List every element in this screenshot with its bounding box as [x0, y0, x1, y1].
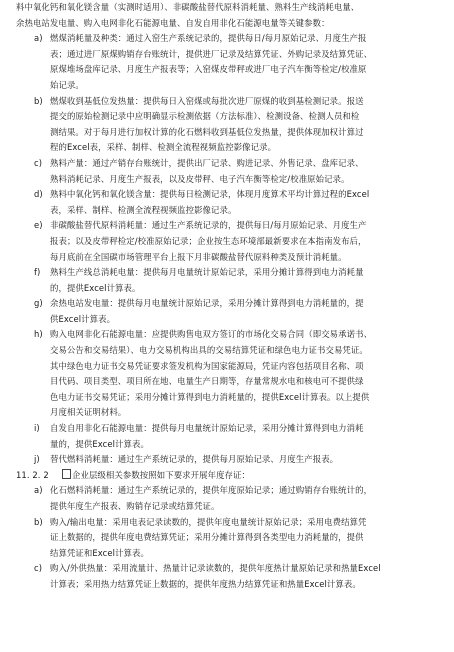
list-item [16, 296, 438, 327]
list-item-line: 证上数据的，提供年度电费结算凭证；采用分摊计算得到各类型电力消耗量的，提供 [50, 532, 364, 543]
list-item [16, 94, 438, 156]
list-item-line: 目代码、项目类型、项目所在地、电量生产日期等，存量常规水电和核电可不提供绿 [50, 376, 364, 387]
list-item-line: 自发自用非化石能源电量：提供每月电量统计原始记录，采用分摊计算得到电力消耗 [50, 423, 364, 434]
list-item-line: 燃煤消耗量及种类：通过入窑生产系统记录的，提供每日/每月原始记录、月度生产报 [50, 33, 367, 44]
list-item-line: 程的Excel表，采样、制样、检测全流程视频监控影像记录。 [50, 142, 277, 153]
list-item-line: 熟料中氧化钙和氧化镁含量：提供每日检测记录，体现月度算术平均计算过程的Excel [50, 189, 370, 200]
enterprise-parameter-list [16, 483, 438, 592]
list-item [16, 187, 438, 218]
list-marker: i) [34, 423, 40, 434]
list-item-line: 原煤堆场盘库记录、月度生产报表等；入窑煤皮带秤或进厂电子汽车衡等检定/校准原 [50, 64, 367, 75]
list-item [16, 156, 438, 187]
list-item-line: 燃煤收到基低位发热量：提供每日入窑煤或每批次进厂原煤的收到基检测记录。报送 [50, 95, 364, 106]
section-text: 企业层级相关参数按照如下要求开展年度存证： [72, 469, 250, 480]
checkbox-glyph-icon [62, 469, 71, 479]
list-marker: f) [34, 267, 41, 278]
list-item-line: 替代燃料消耗量：通过生产系统记录的，提供每月原始记录、月度生产报表。 [50, 454, 339, 465]
list-item [16, 483, 438, 514]
section-heading [16, 468, 438, 484]
list-marker: a) [34, 485, 43, 496]
intro-paragraph [16, 0, 438, 31]
list-item-line: 熟料生产线总消耗电量：提供每月电量统计原始记录，采用分摊计算得到电力消耗量 [50, 267, 364, 278]
list-marker: g) [34, 298, 43, 309]
list-marker: c) [34, 563, 43, 574]
intro-line: 料中氧化钙和氧化镁含量（实测时适用）、非碳酸盐替代原料消耗量、熟料生产线消耗电量、 [16, 2, 360, 12]
list-item-line: 非碳酸盐替代原料消耗量：通过生产系统记录的，提供每日/每月原始记录、月度生产 [50, 220, 367, 231]
list-item-line: 化石燃料消耗量：通过生产系统记录的，提供年度原始记录；通过购销存台账统计的， [50, 485, 373, 496]
list-item [16, 561, 438, 592]
list-item [16, 421, 438, 452]
list-item-line: 供Excel计算表。 [50, 313, 116, 324]
list-item-line: 提交的原始检测记录中应明确显示检测依据（方法标准）、检测设备、检测人员和检 [50, 111, 360, 122]
list-item-line: 测结果。对于每月进行加权计算的化石燃料收到基低位发热量，提供体现加权计算过 [50, 126, 364, 137]
list-item [16, 515, 438, 562]
intro-line: 余热电站发电量、购入电网非化石能源电量、自发自用非化石能源电量等关键参数： [16, 17, 330, 28]
list-marker: b) [34, 95, 43, 106]
list-marker: a) [34, 33, 43, 44]
list-item-line: 购入/外供热量：采用流量计、热量计记录读数的，提供年度热计量原始记录和热量Excel [50, 563, 381, 574]
list-item-line: 购入/输出电量：采用电表记录读数的，提供年度电量统计原始记录；采用电费结算凭 [50, 516, 367, 527]
list-item-line: 始记录。 [50, 79, 84, 90]
list-item-line: 提供年度生产报表、购销存记录或结算凭证。 [50, 501, 220, 511]
list-item-line: 计算表；采用热力结算凭证上数据的，提供年度热力结算凭证和热量Excel计算表。 [50, 578, 361, 589]
list-item [16, 265, 438, 296]
list-marker: j) [34, 454, 40, 465]
list-item-line: 交易公告和交易结果）、电力交易机构出具的交易结算凭证和绿色电力证书交易凭证。 [50, 345, 368, 356]
list-item [16, 218, 438, 265]
list-item-line: 表；通过进厂原煤购销存台账统计，提供进厂记录及结算凭证、外购记录及结算凭证、 [50, 48, 373, 59]
list-item-line: 月度相关证明材料。 [50, 407, 127, 418]
list-item-line: 的，提供Excel计算表。 [50, 282, 141, 293]
list-item [16, 31, 438, 93]
list-item-line: 报表；以及皮带秤检定/校准原始记录；企业按生态环境部最新要求在本指南发布后， [50, 235, 367, 246]
list-item [16, 327, 438, 421]
list-marker: b) [34, 516, 43, 527]
parameter-list [16, 31, 438, 468]
list-item-line: 余热电站发电量：提供每月电量统计原始记录，采用分摊计算得到电力消耗量的，提 [50, 298, 364, 309]
list-item-line: 结算凭证和Excel计算表。 [50, 547, 149, 558]
list-marker: e) [34, 220, 43, 231]
list-item-line: 购入电网非化石能源电量：应提供购售电双方签订的市场化交易合同（即交易承诺书、 [50, 329, 373, 340]
list-item-line: 量的，提供Excel计算表。 [50, 438, 149, 449]
list-item-line: 其中绿色电力证书交易凭证要求签发机构为国家能源局，凭证内容包括项目名称、项 [50, 360, 364, 371]
list-item-line: 熟料消耗记录、月度生产报表，以及皮带秤、电子汽车衡等检定/校准原始记录。 [50, 173, 350, 184]
list-item-line: 每月底前在全国碳市场管理平台上报下月非碳酸盐替代原料种类及预计消耗量。 [50, 251, 347, 262]
section-number: 11. 2. 2 [16, 469, 49, 480]
list-item-line: 表，采样、制样、检测全流程视频监控影像记录。 [50, 204, 237, 215]
list-item [16, 452, 438, 468]
list-marker: d) [34, 189, 43, 200]
list-item-line: 熟料产量：通过产销存台账统计，提供出厂记录、购进记录、外售记录、盘库记录、 [50, 157, 364, 168]
list-item-line: 色电力证书交易凭证；采用分摊计算得到电力消耗量的，提供Excel计算表。以上提供 [50, 391, 370, 402]
list-marker: h) [34, 329, 43, 340]
list-marker: c) [34, 157, 43, 168]
